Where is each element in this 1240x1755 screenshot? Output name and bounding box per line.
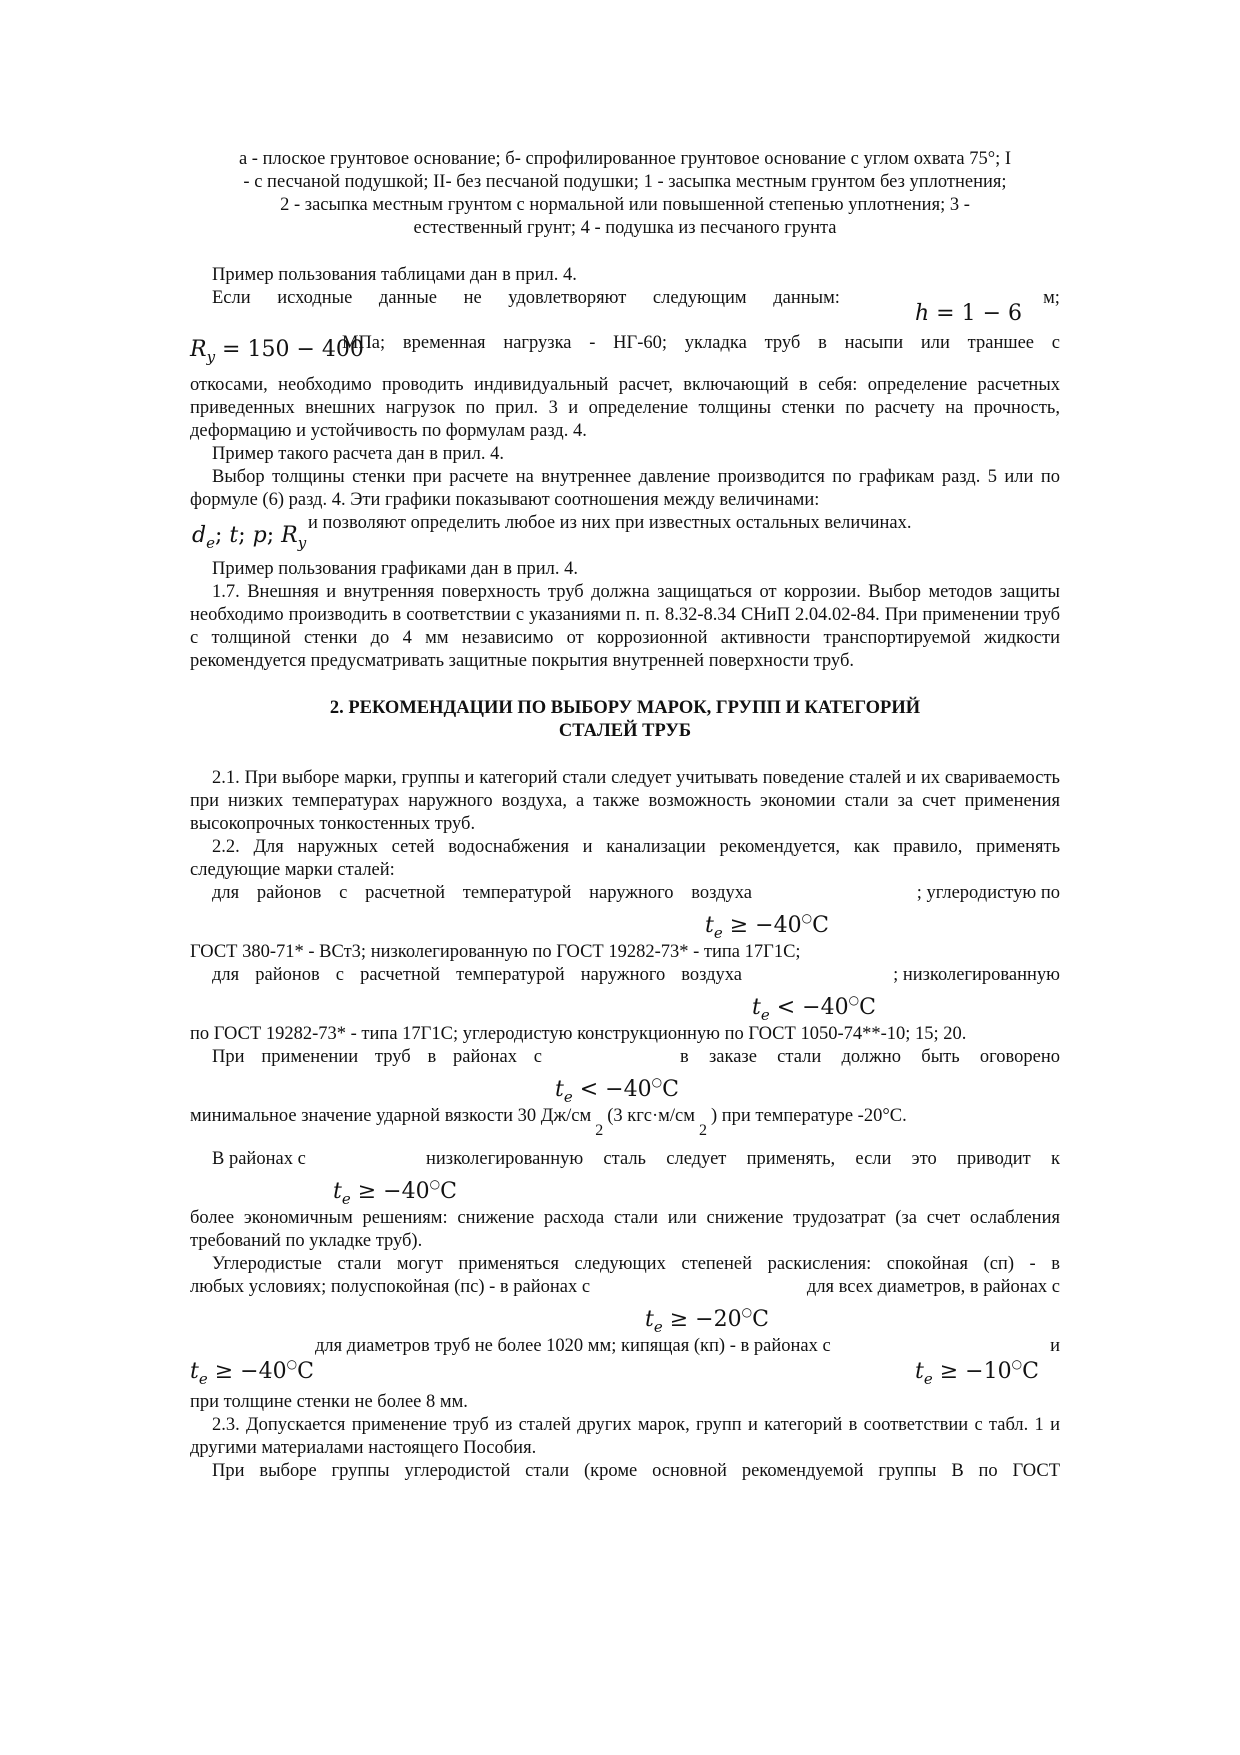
wall-line: при толщине стенки не более 8 мм. <box>190 1392 468 1412</box>
diameter-and: и <box>1050 1336 1060 1356</box>
paragraph-2-3: 2.3. Допускается применение труб из сталей других марок, групп и категорий в соответствии с табл. 1 и другими материалами настоящего Пособия. <box>190 1415 1060 1458</box>
if-word-5: удовлетворяют <box>508 288 627 308</box>
heading-line-2: СТАЛЕЙ ТРУБ <box>558 721 692 741</box>
apply-line-a: При применении труб в районах с <box>212 1047 542 1067</box>
document-page <box>190 148 1060 1483</box>
caption-line-3: 2 - засыпка местным грунтом с нормальной или повышенной степенью уплотнения; 3 - <box>280 195 970 215</box>
slopes-paragraph: откосами, необходимо проводить индивидуальный расчет, включающий в себя: определение расчетных приведенных внешних нагрузок по прил. 3 и определение толщины стенки по расчету на прочность, деформацию и устойчивость по формулам разд. 4. <box>190 375 1060 441</box>
min-value-sub-2: 2 <box>698 1122 707 1139</box>
caption-line-4: естественный грунт; 4 - подушка из песчаного грунта <box>413 218 837 238</box>
formula-vars: $d_e$; t; p; $R_y$ <box>192 523 307 552</box>
apply-line-b: в заказе стали должно быть оговорено <box>680 1047 1060 1067</box>
region2-tail: ; низколегированную <box>893 965 1060 985</box>
region1-line: для районов с расчетной температурой наружного воздуха <box>212 883 752 903</box>
figure-caption <box>190 148 1060 240</box>
if-word-6: следующим <box>652 288 747 308</box>
mpa-line: МПа; временная нагрузка - НГ-60; укладка труб в насыпи или траншее с <box>342 333 1060 353</box>
if-unit: м; <box>1043 288 1060 308</box>
if-word-4: не <box>463 288 482 308</box>
caption-line-1: а - плоское грунтовое основание; б- спрофилированное грунтовое основание с углом охвата 75°; I <box>238 149 1012 169</box>
carbon-line-a: Углеродистые стали могут применяться следующих степеней раскисления: спокойная (сп) - в <box>212 1254 1060 1274</box>
corrosion-paragraph: 1.7. Внешняя и внутренняя поверхность труб должна защищаться от коррозии. Выбор методов защиты необходимо производить в соответствии с указаниями п. п. 8.32-8.34 СНиП 2.04.02-84. При применении труб с толщиной стенки до 4 мм независимо от коррозионной активности транспортируемой жидкости рекомендуется предусматривать защитные покрытия внутренней поверхности труб. <box>190 582 1060 671</box>
carbon-line-c: для всех диаметров, в районах с <box>806 1277 1060 1297</box>
min-value-c: ) при температуре -20°С. <box>710 1106 907 1126</box>
min-value-a: минимальное значение ударной вязкости 30 Дж/см <box>190 1106 592 1126</box>
formula-te-lt-40-b: $t_e < -40^○C$ <box>555 1075 679 1106</box>
last-line: При выборе группы углеродистой стали (кроме основной рекомендуемой группы В по ГОСТ <box>212 1461 1060 1481</box>
gost19282-paragraph: по ГОСТ 19282-73* - типа 17Г1С; углеродистую конструкционную по ГОСТ 1050-74**-10; 15; 20. <box>190 1024 967 1044</box>
if-word-7: данным: <box>773 288 840 308</box>
paragraph-2-2: 2.2. Для наружных сетей водоснабжения и канализации рекомендуется, как правило, применять следующие марки сталей: <box>190 837 1060 880</box>
formula-te-ge-20: $t_e \ge -20^○C$ <box>645 1305 769 1336</box>
formula-te-ge-40-a: $t_e \ge -40^○C$ <box>705 911 829 942</box>
formula-te-ge-40-c: $t_e \ge -40^○C$ <box>190 1357 314 1388</box>
gost380-line: ГОСТ 380-71* - ВСт3; низколегированную по ГОСТ 19282-73* - типа 17Г1С; <box>190 942 801 962</box>
areas-line-b: низколегированную сталь следует применять, если это приводит к <box>426 1149 1060 1169</box>
choice-paragraph: Выбор толщины стенки при расчете на внутреннее давление производится по графикам разд. 5 или по формуле (6) разд. 4. Эти графики показывают соотношения между величинами: <box>190 467 1060 510</box>
if-word-2: исходные <box>277 288 353 308</box>
heading-line-1: 2. РЕКОМЕНДАЦИИ ПО ВЫБОРУ МАРОК, ГРУПП И КАТЕГОРИЙ <box>329 698 921 718</box>
formula-h: h = 1 − 6 <box>915 301 1023 326</box>
example-calc-paragraph: Пример такого расчета дан в прил. 4. <box>212 444 505 464</box>
formula-te-lt-40-a: $t_e < -40^○C$ <box>752 993 876 1024</box>
example-graphs-paragraph: Пример пользования графиками дан в прил. 4. <box>212 559 578 579</box>
economy-paragraph: более экономичным решениям: снижение расхода стали или снижение трудозатрат (за счет ослабления требований по укладке труб). <box>190 1208 1060 1251</box>
region1-tail: ; углеродистую по <box>916 883 1060 903</box>
section-heading <box>190 697 1060 743</box>
min-value-b: (3 кгс·м/см <box>607 1106 695 1126</box>
paragraph-2-1: 2.1. При выборе марки, группы и категорий стали следует учитывать поведение сталей и их свариваемость при низких температурах наружного воздуха, а также возможность экономии стали за счет применения высокопрочных тонкостенных труб. <box>190 768 1060 834</box>
example-tables-paragraph: Пример пользования таблицами дан в прил. 4. <box>212 265 577 285</box>
allow-line: и позволяют определить любое из них при известных остальных величинах. <box>308 513 912 533</box>
areas-line-a: В районах с <box>212 1149 306 1169</box>
diameter-line: для диаметров труб не более 1020 мм; кипящая (кп) - в районах с <box>315 1336 831 1356</box>
caption-line-2: - с песчаной подушкой; II- без песчаной подушки; 1 - засыпка местным грунтом без уплотнения; <box>243 172 1007 192</box>
region2-line: для районов с расчетной температурой наружного воздуха <box>212 965 742 985</box>
formula-te-ge-40-b: $t_e \ge -40^○C$ <box>333 1177 457 1208</box>
if-word-3: данные <box>378 288 437 308</box>
formula-ry: $R_y = 150 - 400$ <box>190 337 364 366</box>
min-value-sub-1: 2 <box>595 1122 604 1139</box>
if-word-1: Если <box>212 288 251 308</box>
formula-te-ge-10: $t_e \ge -10^○C$ <box>915 1357 1039 1388</box>
carbon-line-b: любых условиях; полуспокойная (пс) - в районах с <box>190 1277 591 1297</box>
